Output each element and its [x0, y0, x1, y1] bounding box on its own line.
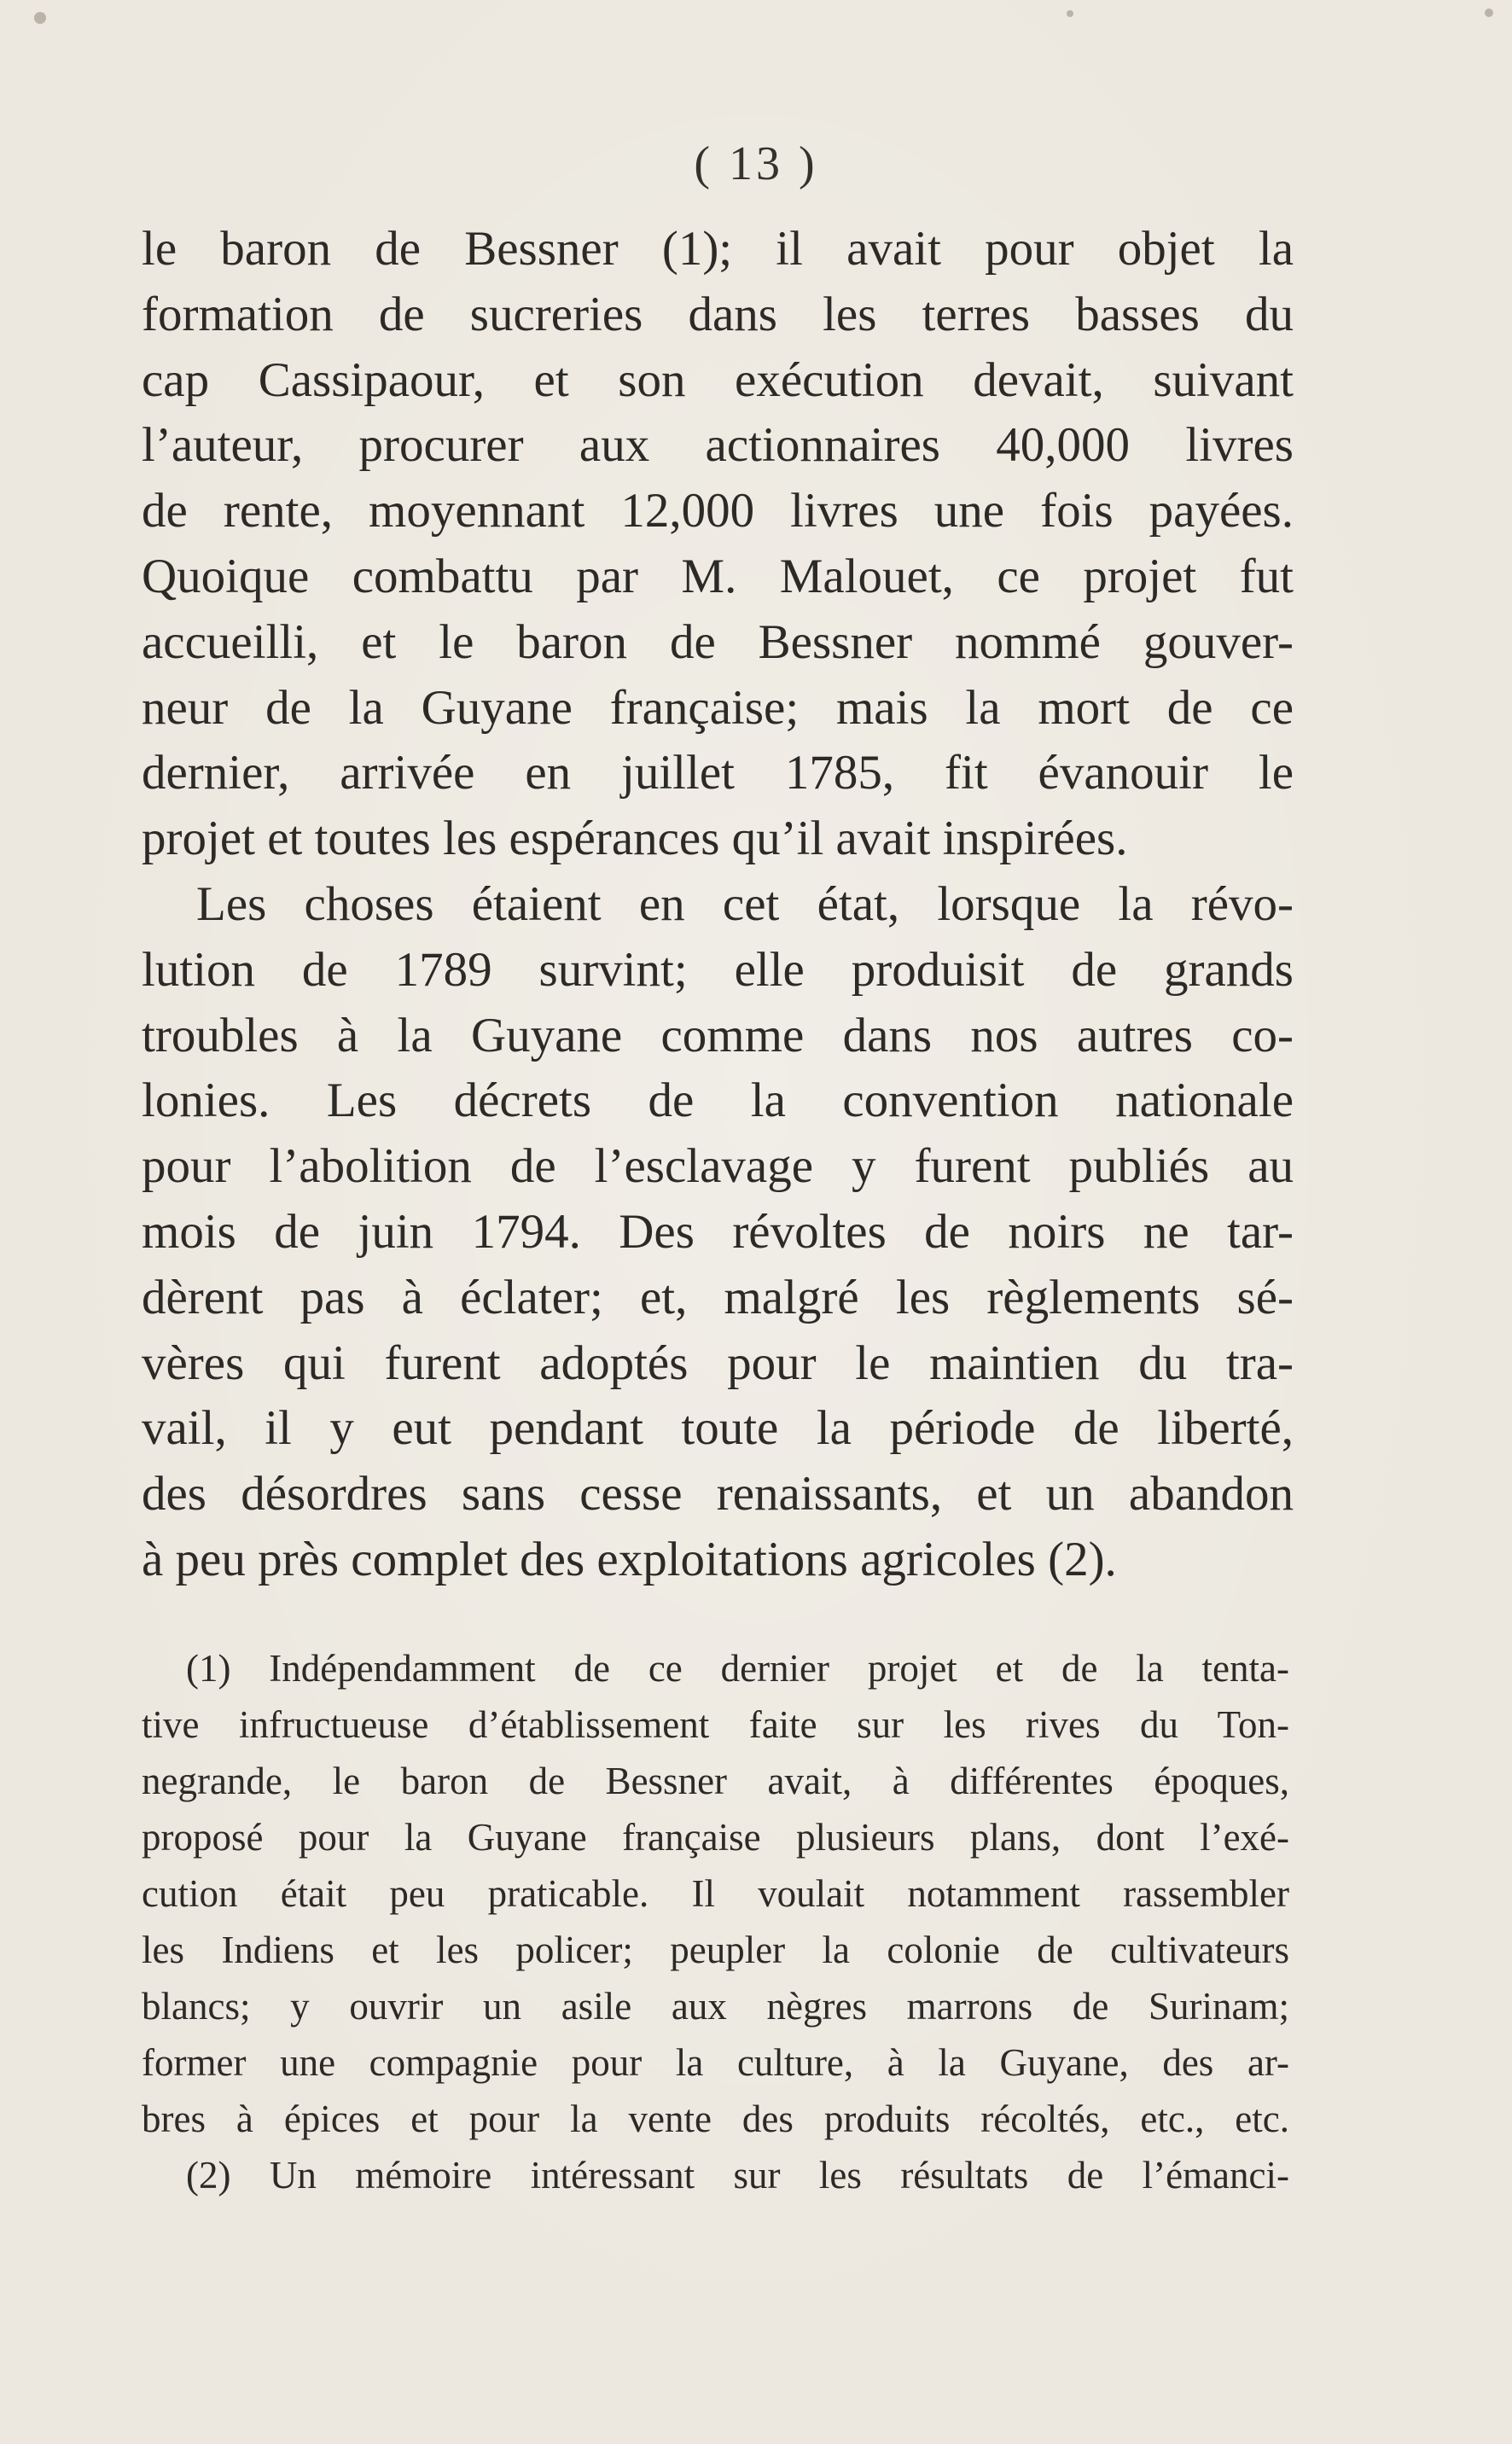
- text-line: vères qui furent adoptés pour le maintien du tra-: [142, 1335, 1294, 1390]
- footnote-1-line: (1) Indépendamment de ce dernier projet et de la tenta-: [186, 1647, 1289, 1690]
- text-line: accueilli, et le baron de Bessner nommé gouver-: [142, 614, 1294, 669]
- footnote-1-line: blancs; y ouvrir un asile aux nègres marrons de Surinam;: [142, 1985, 1289, 2028]
- text-line: troubles à la Guyane comme dans nos autres co-: [142, 1008, 1294, 1062]
- text-line: à peu près complet des exploitations agricoles (2).: [142, 1532, 1117, 1586]
- text-line: Les choses étaient en cet état, lorsque la révo-: [196, 876, 1294, 931]
- text-line: l’auteur, procurer aux actionnaires 40,000 livres: [142, 418, 1294, 473]
- footnote-1-line: negrande, le baron de Bessner avait, à différentes époques,: [142, 1760, 1289, 1802]
- footnote-1-line: proposé pour la Guyane française plusieurs plans, dont l’exé-: [142, 1816, 1289, 1859]
- footnote-2-line: (2) Un mémoire intéressant sur les résultats de l’émanci-: [186, 2154, 1289, 2197]
- text-line: dernier, arrivée en juillet 1785, fit évanouir le: [142, 746, 1294, 800]
- text-line: vail, il y eut pendant toute la période de liberté,: [142, 1401, 1294, 1456]
- footnote-1-line: cution était peu praticable. Il voulait notamment rassembler: [142, 1872, 1289, 1915]
- footnote-1-line: former une compagnie pour la culture, à la Guyane, des ar-: [142, 2041, 1289, 2084]
- page-number: ( 13 ): [694, 137, 818, 190]
- text-line: de rente, moyennant 12,000 livres une fois payées.: [142, 484, 1294, 538]
- main-text: [142, 217, 1294, 1593]
- footnotes: [142, 1640, 1289, 2203]
- text-line: le baron de Bessner (1); il avait pour objet la: [142, 222, 1294, 276]
- footnote-1-line: bres à épices et pour la vente des produits récoltés, etc., etc.: [142, 2098, 1289, 2140]
- paper-speck: [1485, 9, 1493, 17]
- text-line: formation de sucreries dans les terres basses du: [142, 287, 1294, 341]
- text-line: des désordres sans cesse renaissants, et un abandon: [142, 1467, 1294, 1522]
- paper-speck: [34, 12, 46, 24]
- footnote-1-line: tive infructueuse d’établissement faite sur les rives du Ton-: [142, 1703, 1289, 1746]
- text-line: lonies. Les décrets de la convention nationale: [142, 1074, 1294, 1128]
- footnote-1-line: les Indiens et les policer; peupler la colonie de cultivateurs: [142, 1929, 1289, 1971]
- text-line: projet et toutes les espérances qu’il avait inspirées.: [142, 812, 1128, 866]
- text-line: mois de juin 1794. Des révoltes de noirs ne tar-: [142, 1204, 1294, 1259]
- text-line: Quoique combattu par M. Malouet, ce projet fut: [142, 549, 1294, 603]
- text-line: cap Cassipaour, et son exécution devait, suivant: [142, 352, 1294, 407]
- text-line: pour l’abolition de l’esclavage y furent publiés au: [142, 1139, 1294, 1194]
- paper-speck: [1067, 10, 1073, 17]
- text-line: dèrent pas à éclater; et, malgré les règlements sé-: [142, 1270, 1294, 1324]
- text-line: neur de la Guyane française; mais la mort de ce: [142, 680, 1294, 735]
- text-line: lution de 1789 survint; elle produisit de grands: [142, 942, 1294, 997]
